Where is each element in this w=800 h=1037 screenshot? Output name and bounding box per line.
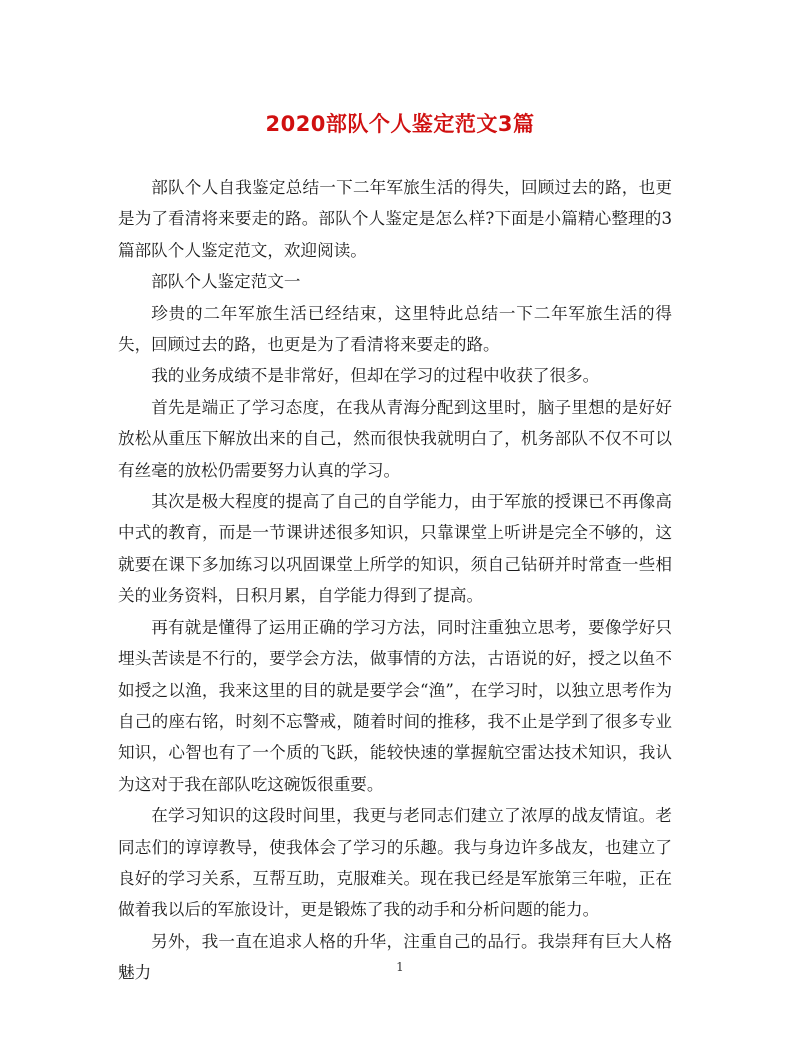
paragraph: 其次是极大程度的提高了自己的自学能力，由于军旅的授课已不再像高中式的教育，而是一节课讲述很多知识，只靠课堂上听讲是完全不够的，这就要在课下多加练习以巩固课堂上所学的知识，须自己钻研并时常查一些相关的业务资料，日积月累，自学能力得到了提高。 [118, 492, 672, 606]
paragraph: 珍贵的二年军旅生活已经结束，这里特此总结一下二年军旅生活的得失，回顾过去的路，也更是为了看清将来要走的路。 [118, 303, 672, 355]
page-number: 1 [396, 960, 404, 974]
paragraph: 首先是端正了学习态度，在我从青海分配到这里时，脑子里想的是好好放松从重压下解放出来的自己，然而很快我就明白了，机务部队不仅不可以有丝毫的放松仍需要努力认真的学习。 [118, 397, 672, 480]
paragraph-intro: 部队个人自我鉴定总结一下二年军旅生活的得失，回顾过去的路，也更是为了看清将来要走的路。部队个人鉴定是怎么样?下面是小篇精心整理的3篇部队个人鉴定范文，欢迎阅读。 [118, 178, 672, 260]
document-title: 2020部队个人鉴定范文3篇 [265, 112, 535, 136]
paragraph: 再有就是懂得了运用正确的学习方法，同时注重独立思考，要像学好只埋头苦读是不行的，要学会方法，做事情的方法，古语说的好，授之以鱼不如授之以渔，我来这里的目的就是要学会“渔”，在学习时，以独立思考作为自己的座右铭，时刻不忘警戒，随着时间的推移，我不止是学到了很多专业知识，心智也有了一个质的飞跃，能较快速的掌握航空雷达技术知识，我认为这对于我在部队吃这碗饭很重要。 [118, 617, 672, 794]
section-heading: 部队个人鉴定范文一 [151, 272, 301, 292]
paragraph: 在学习知识的这段时间里，我更与老同志们建立了浓厚的战友情谊。老同志们的谆谆教导，使我体会了学习的乐趣。我与身边许多战友，也建立了良好的学习关系，互帮互助，克服难关。现在我已经是军旅第三年啦，正在做着我以后的军旅设计，更是锻炼了我的动手和分析问题的能力。 [118, 806, 672, 920]
paragraph: 另外，我一直在追求人格的升华，注重自己的品行。我崇拜有巨大人格魅力 [118, 931, 672, 983]
document-body [118, 172, 672, 989]
paragraph: 我的业务成绩不是非常好，但却在学习的过程中收获了很多。 [151, 366, 600, 386]
